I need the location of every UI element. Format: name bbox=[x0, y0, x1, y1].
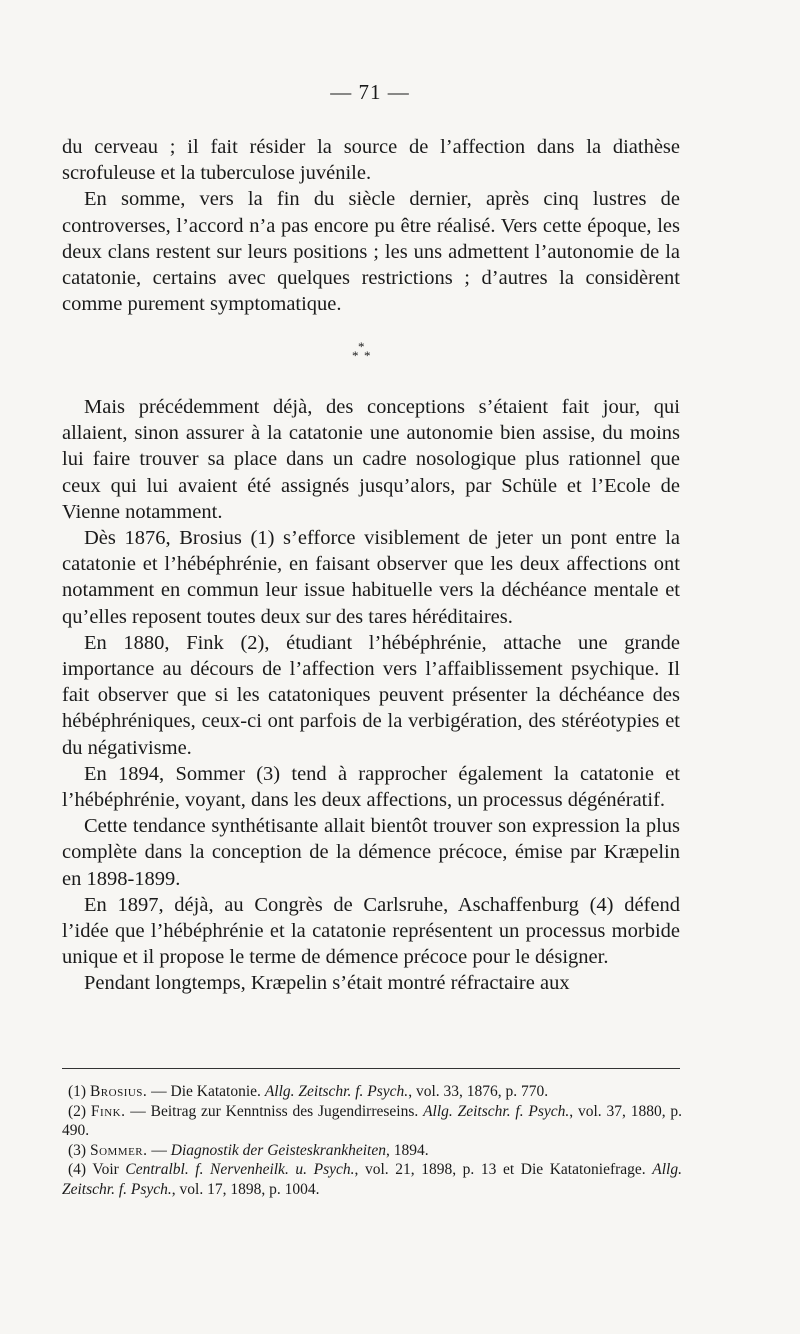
footnote-separator: — bbox=[125, 1102, 151, 1120]
paragraph: du cerveau ; il fait résider la source de l’affection dans la diathèse scrofuleuse et la tuberculose juvénile. bbox=[62, 136, 680, 185]
footnote bbox=[62, 1082, 682, 1102]
footnotes bbox=[62, 1082, 682, 1199]
footnote-journal: Centralbl. f. Nervenheilk. u. Psych. bbox=[125, 1161, 355, 1178]
paragraph: Mais précédemment déjà, des conceptions s’étaient fait jour, qui allaient, sinon assurer à la catatonie une autonomie bien assise, du moins lui faire trouver sa place dans un cadre nosologique plus rationnel que ceux qui lui avaient été assignés jusqu’alors, par Schüle et l’Ecole de Vienne notamment. bbox=[62, 396, 680, 523]
footnote-author: Fink. bbox=[90, 1102, 126, 1120]
footnote-separator: — bbox=[147, 1141, 171, 1159]
footnote-marker: (2) bbox=[68, 1102, 87, 1120]
footnote-author: Brosius. bbox=[89, 1083, 148, 1100]
footnote-details: , 1894. bbox=[386, 1141, 429, 1159]
footnote-details: , vol. 21, 1898, p. 13 et Die Katatoniefrage. bbox=[354, 1161, 653, 1178]
footnote-separator: — bbox=[147, 1083, 171, 1100]
paragraph: En 1894, Sommer (3) tend à rapprocher également la catatonie et l’hébéphrénie, voyant, dans les deux affections, un processus dégénératif. bbox=[62, 762, 680, 812]
footnote-rule bbox=[62, 1068, 680, 1069]
footnote-marker: (3) bbox=[68, 1141, 87, 1159]
footnote-title: Die Katatonie. bbox=[170, 1083, 265, 1100]
asterisk: * bbox=[364, 348, 371, 363]
footnote-details: , vol. 37, 1880, p. 490. bbox=[62, 1102, 683, 1139]
footnote-journal: Allg. Zeitschr. f. Psych. bbox=[423, 1102, 570, 1120]
paragraph: En 1880, Fink (2), étudiant l’hébéphrénie, attache une grande importance au décours de l’affection vers l’affaiblissement psychique. Il fait observer que si les catatoniques peuvent présenter la déchéance des hébéphréniques, ceux-ci ont parfois de la verbigération, des stéréotypies et du négativisme. bbox=[62, 631, 680, 759]
footnote bbox=[62, 1160, 682, 1199]
footnote-details: , vol. 17, 1898, p. 1004. bbox=[171, 1180, 320, 1198]
footnote-journal: Allg. Zeitschr. f. Psych. bbox=[62, 1161, 682, 1198]
paragraph: Pendant longtemps, Kræpelin s’était montré réfractaire aux bbox=[84, 972, 570, 995]
footnote-journal: Allg. Zeitschr. f. Psych. bbox=[264, 1083, 409, 1100]
page-number: — 71 — bbox=[330, 80, 410, 104]
paragraph: En 1897, déjà, au Congrès de Carlsruhe, Aschaffenburg (4) défend l’idée que l’hébéphrénie et la catatonie représentent un processus morbide unique et il propose le terme de démence précoce pour le désigner. bbox=[62, 893, 680, 969]
footnote bbox=[62, 1141, 682, 1161]
asterism-separator bbox=[352, 340, 382, 366]
footnote-marker: (4) bbox=[68, 1161, 87, 1178]
asterisk: * bbox=[352, 348, 359, 363]
paragraph: Cette tendance synthétisante allait bientôt trouver son expression la plus complète dans la conception de la démence précoce, émise par Kræpelin en 1898-1899. bbox=[62, 815, 680, 890]
footnote bbox=[62, 1102, 682, 1141]
footnote-marker: (1) bbox=[68, 1083, 87, 1100]
footnote-title: Voir bbox=[92, 1161, 126, 1178]
footnote-author: Sommer. bbox=[89, 1141, 148, 1159]
body-text-bottom bbox=[62, 394, 680, 997]
footnote-details: , vol. 33, 1876, p. 770. bbox=[408, 1083, 549, 1100]
footnote-journal: Diagnostik der Geisteskrankheiten bbox=[170, 1141, 386, 1159]
paragraph: En somme, vers la fin du siècle dernier, après cinq lustres de controverses, l’accord n’a pas encore pu être réalisé. Vers cette époque, les deux clans restent sur leurs positions ; les uns admettent l’autonomie de la catatonie, certains avec quelques restrictions ; d’autres la considèrent comme purement symptomatique. bbox=[62, 188, 680, 316]
paragraph: Dès 1876, Brosius (1) s’efforce visiblement de jeter un pont entre la catatonie et l’hébéphrénie, en faisant observer que les deux affections ont notamment en commun leur issue habituelle vers la déchéance mentale et qu’elles reposent toutes deux sur des tares héréditaires. bbox=[62, 527, 680, 628]
asterisk: * bbox=[358, 339, 365, 354]
footnote-title: Beitrag zur Kenntniss des Jugendirreseins. bbox=[150, 1102, 424, 1120]
body-text-top bbox=[62, 134, 680, 317]
